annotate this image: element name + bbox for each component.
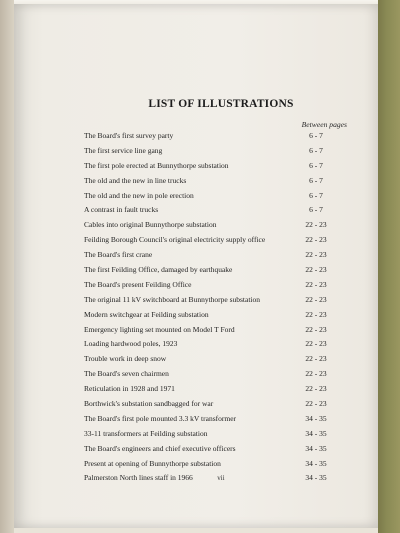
- illustration-pages: 6 - 7: [309, 160, 323, 170]
- book-page: [14, 4, 378, 528]
- list-item: [84, 441, 354, 456]
- list-item: [84, 262, 354, 277]
- list-item: [84, 128, 354, 143]
- illustration-pages: 22 - 23: [305, 399, 327, 409]
- illustration-title: The Board's present Feilding Office: [84, 279, 192, 289]
- illustration-title: The first Feilding Office, damaged by earthquake: [84, 265, 233, 275]
- illustration-pages: 34 - 35: [305, 413, 327, 423]
- illustration-title: Borthwick's substation sandbagged for war: [84, 399, 214, 409]
- list-item: [84, 411, 354, 426]
- illustration-title: The old and the new in line trucks: [84, 175, 187, 185]
- illustration-pages: 22 - 23: [305, 354, 327, 364]
- list-item: [84, 173, 354, 188]
- illustration-pages: 6 - 7: [309, 175, 323, 185]
- illustration-title: 33-11 transformers at Feilding substation: [84, 428, 208, 438]
- list-item: [84, 158, 354, 173]
- illustration-pages: 34 - 35: [305, 458, 327, 468]
- list-item: [84, 232, 354, 247]
- illustration-pages: 22 - 23: [305, 220, 327, 230]
- illustration-title: A contrast in fault trucks: [84, 205, 159, 215]
- illustration-pages: 22 - 23: [305, 279, 327, 289]
- illustration-title: The first pole erected at Bunnythorpe substation: [84, 160, 229, 170]
- list-item: [84, 247, 354, 262]
- illustration-pages: 22 - 23: [305, 369, 327, 379]
- list-item: [84, 202, 354, 217]
- list-item: [84, 336, 354, 351]
- illustration-title: Trouble work in deep snow: [84, 354, 167, 364]
- list-item: [84, 396, 354, 411]
- illustration-pages: 6 - 7: [309, 190, 323, 200]
- list-item: [84, 366, 354, 381]
- list-item: [84, 307, 354, 322]
- list-item: [84, 381, 354, 396]
- page-number: vii: [217, 474, 225, 482]
- illustration-title: Reticulation in 1928 and 1971: [84, 384, 175, 394]
- illustration-pages: 34 - 35: [305, 443, 327, 453]
- illustration-pages: 22 - 23: [305, 235, 327, 245]
- illustration-title: The Board's engineers and chief executive officers: [84, 443, 236, 453]
- illustration-pages: 6 - 7: [309, 205, 323, 215]
- illustration-title: Palmerston North lines staff in 1966: [84, 473, 193, 483]
- illustration-pages: 6 - 7: [309, 131, 323, 140]
- page-title: LIST OF ILLUSTRATIONS: [148, 98, 294, 110]
- list-item: [84, 456, 354, 471]
- list-item: [84, 351, 354, 366]
- list-item: [84, 426, 354, 441]
- illustration-pages: 22 - 23: [305, 250, 327, 260]
- illustration-pages: 22 - 23: [305, 309, 327, 319]
- illustration-pages: 34 - 35: [305, 473, 327, 483]
- book-cover-edge: [378, 0, 400, 533]
- page-edge-shadow: [0, 0, 14, 533]
- illustration-title: The Board's first crane: [84, 250, 153, 260]
- illustration-title: The Board's first pole mounted 3.3 kV transformer: [84, 413, 237, 423]
- illustration-title: Emergency lighting set mounted on Model T Ford: [84, 324, 235, 334]
- illustration-title: Feilding Borough Council's original electricity supply office: [84, 235, 266, 245]
- list-item: [84, 143, 354, 158]
- column-header-between-pages: Between pages: [301, 120, 347, 129]
- illustration-title: Loading hardwood poles, 1923: [84, 339, 178, 349]
- illustration-pages: 22 - 23: [305, 265, 327, 275]
- illustration-title: The first service line gang: [84, 145, 163, 155]
- illustration-pages: 6 - 7: [309, 145, 323, 155]
- illustration-title: The old and the new in pole erection: [84, 190, 194, 200]
- illustration-title: Cables into original Bunnythorpe substation: [84, 220, 217, 230]
- list-item: [84, 292, 354, 307]
- illustration-pages: 34 - 35: [305, 428, 327, 438]
- list-item: [84, 217, 354, 232]
- illustration-title: Present at opening of Bunnythorpe substation: [84, 458, 221, 468]
- list-item: [84, 277, 354, 292]
- illustration-title: The Board's seven chairmen: [84, 369, 169, 379]
- illustration-title: The original 11 kV switchboard at Bunnythorpe substation: [84, 294, 261, 304]
- list-item: [84, 322, 354, 337]
- illustration-title: The Board's first survey party: [84, 131, 174, 140]
- illustration-title: Modern switchgear at Feilding substation: [84, 309, 209, 319]
- list-item: [84, 188, 354, 203]
- illustration-pages: 22 - 23: [305, 384, 327, 394]
- illustration-pages: 22 - 23: [305, 324, 327, 334]
- illustration-pages: 22 - 23: [305, 339, 327, 349]
- illustrations-list: [84, 128, 354, 485]
- illustration-pages: 22 - 23: [305, 294, 327, 304]
